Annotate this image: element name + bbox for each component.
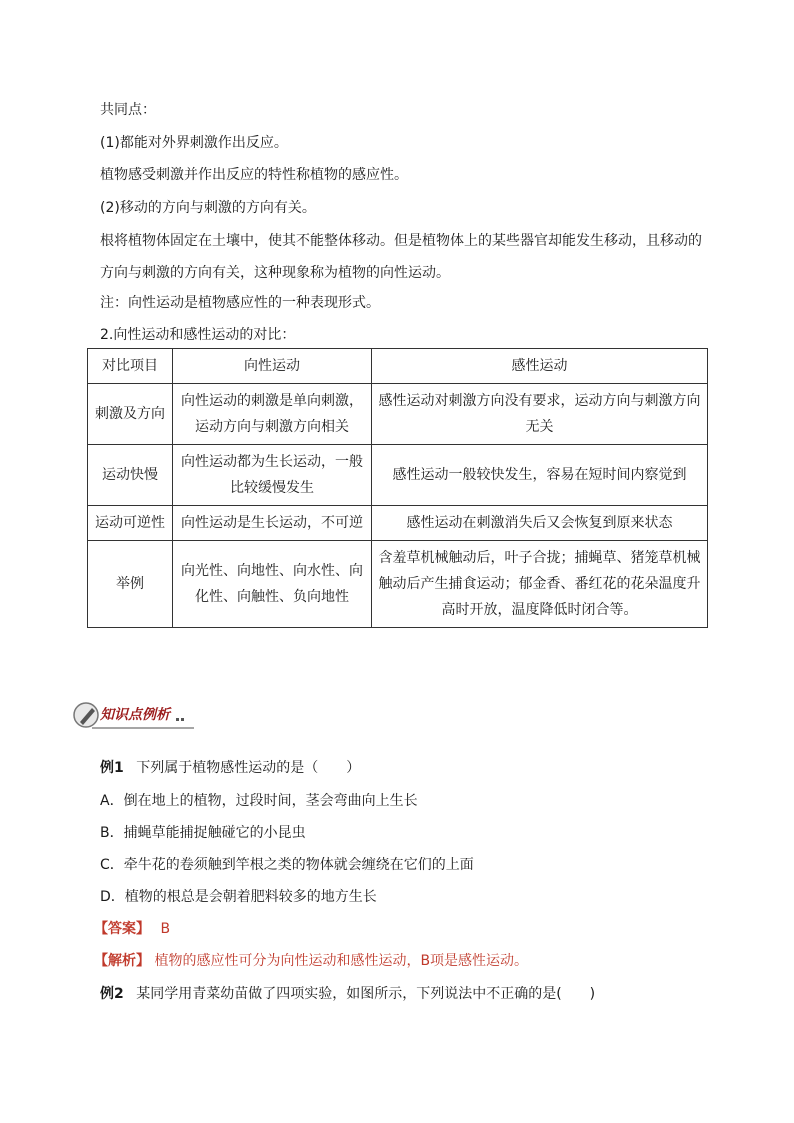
example-2-question-line (100, 984, 595, 1004)
table-cell: 向性运动都为生长运动，一般比较缓慢发生 (173, 445, 372, 506)
analysis-text: 植物的感应性可分为向性运动和感性运动，B项是感性运动。 (154, 953, 529, 969)
example-1-label: 例1 (100, 760, 124, 776)
common-points-title: 共同点： (100, 102, 156, 118)
option-a: A．倒在地上的植物，过段时间，茎会弯曲向上生长 (100, 793, 418, 809)
point-1: (1)都能对外界刺激作出反应。 (100, 135, 288, 151)
section-title: 知识点例析 (100, 707, 170, 723)
point-2-description: 根将植物体固定在土壤中，使其不能整体移动。但是植物体上的某些器官却能发生移动，且移动的方向与刺激的方向有关，这种现象称为植物的向性运动。 (100, 233, 702, 281)
option-b: B．捕蝇草能捕捉触碰它的小昆虫 (100, 825, 306, 841)
table-cell: 含羞草机械触动后，叶子合拢；捕蝇草、猪笼草机械触动后产生捕食运动；郁金香、番红花的花朵温度升高时开放，温度降低时闭合等。 (372, 541, 708, 628)
note: 注：向性运动是植物感应性的一种表现形式。 (100, 295, 380, 311)
table-row (88, 541, 708, 628)
table-title: 2.向性运动和感性运动的对比： (100, 327, 296, 343)
table-row (88, 384, 708, 445)
table-cell: 感性运动在刺激消失后又会恢复到原来状态 (372, 506, 708, 541)
table-cell: 运动可逆性 (88, 506, 173, 541)
table-cell: 感性运动对刺激方向没有要求，运动方向与刺激方向无关 (372, 384, 708, 445)
table-cell: 感性运动一般较快发生，容易在短时间内察觉到 (372, 445, 708, 506)
table-cell: 向光性、向地性、向水性、向化性、向触性、负向地性 (173, 541, 372, 628)
point-2: (2)移动的方向与刺激的方向有关。 (100, 200, 316, 216)
analysis-line (94, 951, 528, 971)
table-cell: 举例 (88, 541, 173, 628)
option-d: D．植物的根总是会朝着肥料较多的地方生长 (100, 889, 377, 905)
example-1-question: 下列属于植物感性运动的是（ ） (136, 760, 361, 776)
answer-line (94, 919, 170, 939)
example-1-question-line (100, 758, 360, 778)
table-header-cell: 向性运动 (173, 349, 372, 384)
comparison-table (87, 348, 708, 628)
table-cell: 运动快慢 (88, 445, 173, 506)
answer-label: 【答案】 (94, 921, 150, 937)
example-2-question: 某同学用青菜幼苗做了四项实验，如图所示，下列说法中不正确的是( ) (136, 986, 596, 1002)
table-row (88, 445, 708, 506)
table-cell: 向性运动是生长运动，不可逆 (173, 506, 372, 541)
table-header-cell: 感性运动 (372, 349, 708, 384)
table-header-cell: 对比项目 (88, 349, 173, 384)
answer-value: B (160, 921, 171, 937)
table-cell: 刺激及方向 (88, 384, 173, 445)
analysis-label: 【解析】 (94, 953, 150, 969)
table-cell: 向性运动的刺激是单向刺激，运动方向与刺激方向相关 (173, 384, 372, 445)
option-c: C．牵牛花的卷须触到竿根之类的物体就会缠绕在它们的上面 (100, 857, 474, 873)
table-row (88, 506, 708, 541)
example-2-label: 例2 (100, 986, 124, 1002)
point-1-description: 植物感受刺激并作出反应的特性称植物的感应性。 (100, 167, 408, 183)
table-header-row (88, 349, 708, 384)
